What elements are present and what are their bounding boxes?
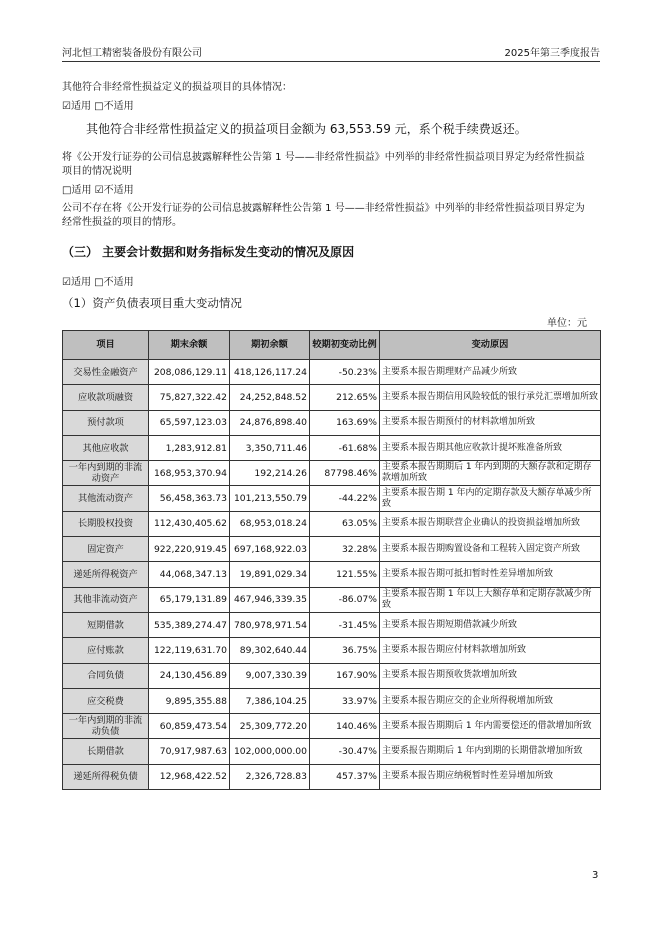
applicable-choice-1: ☑适用 □不适用	[62, 101, 134, 112]
cell-ending-balance: 44,068,347.13	[149, 562, 230, 587]
table-row	[63, 663, 601, 688]
table-row	[63, 612, 601, 637]
cell-reason: 主要系本报告期预收货款增加所致	[380, 663, 601, 688]
company-name: 河北恒工精密装备股份有限公司	[62, 48, 202, 59]
col-header-reason: 变动原因	[380, 331, 601, 360]
cell-opening-balance: 68,953,018.24	[230, 511, 310, 536]
subsection-title: （1）资产负债表项目重大变动情况	[62, 296, 242, 310]
cell-opening-balance: 2,326,728.83	[230, 764, 310, 789]
amount-statement: 其他符合非经常性损益定义的损益项目金额为 63,553.59 元，系个税手续费返还。	[86, 122, 527, 136]
cell-reason: 主要系本报告期预付的材料款增加所致	[380, 410, 601, 435]
cell-opening-balance: 9,007,330.39	[230, 663, 310, 688]
page-header	[62, 44, 600, 59]
statement-line-2: 经常性损益的项目的情形。	[62, 217, 182, 228]
cell-item: 其他非流动资产	[63, 587, 149, 612]
table-row	[63, 688, 601, 713]
cell-reason: 主要系报告期期后 1 年内到期的长期借款增加所致	[380, 739, 601, 764]
cell-change-ratio: 457.37%	[310, 764, 380, 789]
cell-reason: 主要系本报告期其他应收款计提坏账准备所致	[380, 435, 601, 460]
cell-ending-balance: 24,130,456.89	[149, 663, 230, 688]
cell-opening-balance: 24,876,898.40	[230, 410, 310, 435]
cell-change-ratio: 167.90%	[310, 663, 380, 688]
unit-label: 单位：元	[547, 318, 587, 329]
cell-change-ratio: 163.69%	[310, 410, 380, 435]
cell-reason: 主要系本报告期期后 1 年内需要偿还的借款增加所致	[380, 714, 601, 739]
cell-item: 应交税费	[63, 688, 149, 713]
cell-opening-balance: 7,386,104.25	[230, 688, 310, 713]
cell-change-ratio: -30.47%	[310, 739, 380, 764]
cell-change-ratio: 63.05%	[310, 511, 380, 536]
cell-ending-balance: 65,179,131.89	[149, 587, 230, 612]
cell-opening-balance: 192,214.26	[230, 461, 310, 486]
cell-ending-balance: 65,597,123.03	[149, 410, 230, 435]
table-row	[63, 562, 601, 587]
table-row	[63, 461, 601, 486]
section-title: （三） 主要会计数据和财务指标发生变动的情况及原因	[62, 245, 355, 259]
cell-item: 固定资产	[63, 537, 149, 562]
cell-reason: 主要系本报告期理财产品减少所致	[380, 360, 601, 385]
cell-ending-balance: 168,953,370.94	[149, 461, 230, 486]
cell-change-ratio: -61.68%	[310, 435, 380, 460]
statement-line-1: 公司不存在将《公开发行证券的公司信息披露解释性公告第 1 号——非经常性损益》中列举的非经常性损益项目界定为	[62, 203, 585, 214]
cell-ending-balance: 1,283,912.81	[149, 435, 230, 460]
cell-reason: 主要系本报告期可抵扣暂时性差异增加所致	[380, 562, 601, 587]
col-header-opening-balance: 期初余额	[230, 331, 310, 360]
cell-reason: 主要系本报告期 1 年以上大额存单和定期存款减少所致	[380, 587, 601, 612]
table-row	[63, 764, 601, 789]
cell-opening-balance: 19,891,029.34	[230, 562, 310, 587]
cell-reason: 主要系本报告期信用风险较低的银行承兑汇票增加所致	[380, 385, 601, 410]
table-row	[63, 360, 601, 385]
cell-item: 短期借款	[63, 612, 149, 637]
cell-ending-balance: 75,827,322.42	[149, 385, 230, 410]
explanation-line-2: 项目的情况说明	[62, 166, 132, 177]
cell-opening-balance: 697,168,922.03	[230, 537, 310, 562]
cell-opening-balance: 89,302,640.44	[230, 638, 310, 663]
table-row	[63, 638, 601, 663]
col-header-change-ratio: 较期初变动比例	[310, 331, 380, 360]
table-row	[63, 714, 601, 739]
cell-item: 合同负债	[63, 663, 149, 688]
cell-opening-balance: 24,252,848.52	[230, 385, 310, 410]
cell-ending-balance: 56,458,363.73	[149, 486, 230, 511]
cell-item: 其他流动资产	[63, 486, 149, 511]
table-row	[63, 486, 601, 511]
cell-opening-balance: 3,350,711.46	[230, 435, 310, 460]
page-number: 3	[592, 870, 599, 881]
cell-item: 其他应收款	[63, 435, 149, 460]
applicable-choice-3: ☑适用 □不适用	[62, 277, 134, 288]
cell-change-ratio: 32.28%	[310, 537, 380, 562]
cell-ending-balance: 12,968,422.52	[149, 764, 230, 789]
cell-item: 递延所得税负债	[63, 764, 149, 789]
cell-ending-balance: 60,859,473.54	[149, 714, 230, 739]
col-header-item: 项目	[63, 331, 149, 360]
cell-item: 应收款项融资	[63, 385, 149, 410]
cell-ending-balance: 208,086,129.11	[149, 360, 230, 385]
table-row	[63, 739, 601, 764]
table-row	[63, 511, 601, 536]
table-row	[63, 435, 601, 460]
cell-ending-balance: 535,389,274.47	[149, 612, 230, 637]
table-row	[63, 537, 601, 562]
cell-reason: 主要系本报告期期后 1 年内到期的大额存款和定期存款增加所致	[380, 461, 601, 486]
cell-ending-balance: 112,430,405.62	[149, 511, 230, 536]
cell-reason: 主要系本报告期短期借款减少所致	[380, 612, 601, 637]
intro-text: 其他符合非经常性损益定义的损益项目的具体情况：	[62, 82, 292, 93]
cell-ending-balance: 9,895,355.88	[149, 688, 230, 713]
cell-item: 长期股权投资	[63, 511, 149, 536]
cell-opening-balance: 780,978,971.54	[230, 612, 310, 637]
cell-item: 预付款项	[63, 410, 149, 435]
cell-item: 一年内到期的非流动资产	[63, 461, 149, 486]
cell-change-ratio: 87798.46%	[310, 461, 380, 486]
table-header-row	[63, 331, 601, 360]
applicable-choice-2: □适用 ☑不适用	[62, 185, 134, 196]
table-row	[63, 410, 601, 435]
cell-opening-balance: 102,000,000.00	[230, 739, 310, 764]
table-row	[63, 385, 601, 410]
cell-reason: 主要系本报告期 1 年内的定期存款及大额存单减少所致	[380, 486, 601, 511]
cell-item: 应付账款	[63, 638, 149, 663]
cell-change-ratio: -50.23%	[310, 360, 380, 385]
cell-item: 递延所得税资产	[63, 562, 149, 587]
report-title: 2025年第三季度报告	[504, 48, 600, 59]
cell-item: 长期借款	[63, 739, 149, 764]
cell-item: 一年内到期的非流动负债	[63, 714, 149, 739]
cell-change-ratio: -44.22%	[310, 486, 380, 511]
cell-reason: 主要系本报告期应纳税暂时性差异增加所致	[380, 764, 601, 789]
balance-sheet-changes-table	[62, 330, 601, 790]
cell-opening-balance: 418,126,117.24	[230, 360, 310, 385]
cell-opening-balance: 101,213,550.79	[230, 486, 310, 511]
cell-change-ratio: -31.45%	[310, 612, 380, 637]
cell-change-ratio: 140.46%	[310, 714, 380, 739]
cell-change-ratio: 121.55%	[310, 562, 380, 587]
cell-reason: 主要系本报告期应交的企业所得税增加所致	[380, 688, 601, 713]
cell-change-ratio: -86.07%	[310, 587, 380, 612]
cell-opening-balance: 467,946,339.35	[230, 587, 310, 612]
cell-ending-balance: 122,119,631.70	[149, 638, 230, 663]
cell-reason: 主要系本报告期联营企业确认的投资损益增加所致	[380, 511, 601, 536]
col-header-ending-balance: 期末余额	[149, 331, 230, 360]
header-divider	[62, 61, 600, 62]
cell-reason: 主要系本报告期应付材料款增加所致	[380, 638, 601, 663]
cell-change-ratio: 36.75%	[310, 638, 380, 663]
cell-item: 交易性金融资产	[63, 360, 149, 385]
cell-change-ratio: 33.97%	[310, 688, 380, 713]
cell-ending-balance: 922,220,919.45	[149, 537, 230, 562]
cell-reason: 主要系本报告期购置设备和工程转入固定资产所致	[380, 537, 601, 562]
cell-opening-balance: 25,309,772.20	[230, 714, 310, 739]
cell-change-ratio: 212.65%	[310, 385, 380, 410]
cell-ending-balance: 70,917,987.63	[149, 739, 230, 764]
table-row	[63, 587, 601, 612]
explanation-line-1: 将《公开发行证券的公司信息披露解释性公告第 1 号——非经常性损益》中列举的非经常性损益项目界定为经常性损益	[62, 152, 585, 163]
